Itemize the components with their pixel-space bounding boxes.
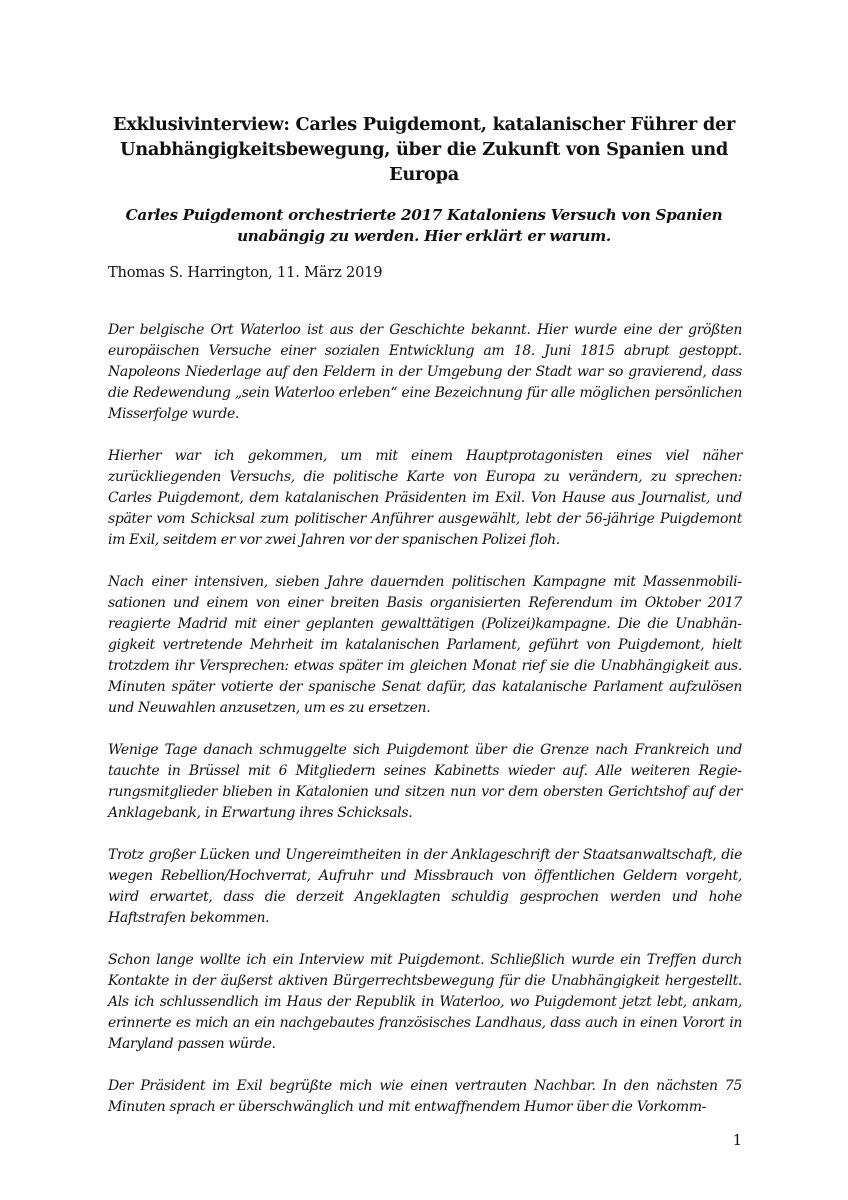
paragraph-2: Hierher war ich gekommen, um mit einem Hauptprotagonisten eines viel näher zurückliegenden Versuchs, die politische Karte von Europa zu verändern, zu sprechen: Carles Puigdemont, dem katalanischen Präsidenten im Exil. Von Hause aus Journalist, und später vom Schicksal zum politischer Anführer ausgewählt, lebt der 56-jährige Puigdemont im Exil, seitdem er vor zwei Jahren vor der spanischen Polizei floh. [108,448,742,548]
article-subtitle: Carles Puigdemont orchestrierte 2017 Kataloniens Versuch von Spanien unabängig zu werden. Hier erklärt er warum. [125,206,723,245]
paragraph-3: Nach einer intensiven, sieben Jahre dauernden politischen Kampagne mit Massenmobilisationen und einem von einer breiten Basis organisierten Referendum im Oktober 2017 reagierte Madrid mit einer geplanten gewalttätigen (Polizei)kampagne. Die die Unabhängigkeit vertretende Mehrheit im katalanischen Parlament, geführt von Puigdemont, hielt trotzdem ihr Versprechen: etwas später im gleichen Monat rief sie die Unabhängigkeit aus. Minuten später votierte der spanische Senat dafür, das katalanische Parlament aufzulösen und Neuwahlen anzusetzen, um es zu ersetzen. [108,574,742,716]
article-title: Exklusivinterview: Carles Puigdemont, katalanischer Führer der Unabhängigkeitsbewegung, über die Zukunft von Spanien und Europa [112,114,736,185]
page-number: 1 [732,1132,742,1149]
paragraph-4: Wenige Tage danach schmuggelte sich Puigdemont über die Grenze nach Frankreich und tauchte in Brüssel mit 6 Mitgliedern seines Kabinetts wieder auf. Alle weiteren Regierungsmitglieder blieben in Katalonien und sitzen nun vor dem obersten Gerichtshof auf der Anklagebank, in Erwartung ihres Schicksals. [108,742,742,821]
article-body [108,320,742,1139]
paragraph-5: Trotz großer Lücken und Ungereimtheiten in der Anklageschrift der Staatsanwaltschaft, die wegen Rebellion/Hochverrat, Aufruhr und Missbrauch von öffentlichen Geldern vorgeht, wird erwartet, dass die derzeit Angeklagten schuldig gesprochen werden und hohe Haftstrafen bekommen. [108,847,742,926]
paragraph-6: Schon lange wollte ich ein Interview mit Puigdemont. Schließlich wurde ein Treffen durch Kontakte in der äußerst aktiven Bürgerrechtsbewegung für die Unabhängigkeit hergestellt. Als ich schlussendlich im Haus der Republik in Waterloo, wo Puigdemont jetzt lebt, ankam, erinnerte es mich an ein nachgebautes französisches Landhaus, dass auch in einen Vorort in Maryland passen würde. [108,952,742,1052]
paragraph-7: Der Präsident im Exil begrüßte mich wie einen vertrauten Nachbar. In den nächsten 75 Minuten sprach er überschwänglich und mit entwaffnendem Humor über die Vorkomm- [108,1078,742,1115]
paragraph-1: Der belgische Ort Waterloo ist aus der Geschichte bekannt. Hier wurde eine der größten europäischen Versuche einer sozialen Entwicklung am 18. Juni 1815 abrupt gestoppt. Napoleons Niederlage auf den Feldern in der Umgebung der Stadt war so gravierend, dass die Redewendung „sein Waterloo erleben“ eine Bezeichnung für alle möglichen persönlichen Misserfolge wurde. [108,322,742,422]
article-byline: Thomas S. Harrington, 11. März 2019 [108,264,383,281]
